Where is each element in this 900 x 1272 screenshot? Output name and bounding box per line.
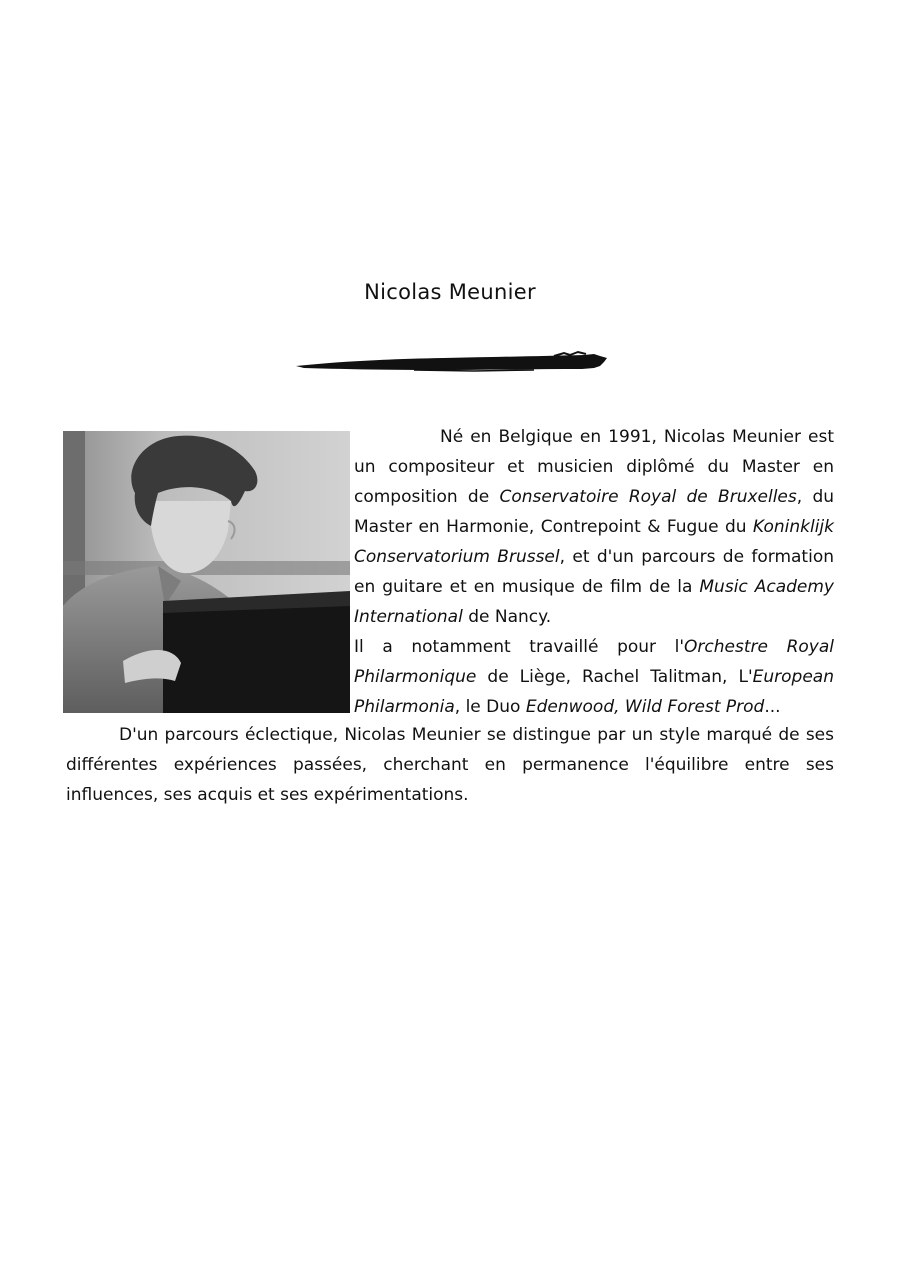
portrait-photo (63, 431, 350, 713)
brush-stroke-divider (294, 350, 610, 380)
bio-paragraph-2: Il a notamment travaillé pour l'Orchestre Royal Philarmonique de Liège, Rachel Talitman, L'European Philarmonia, le Duo Edenwood, Wild Forest Prod... (354, 637, 834, 717)
biography-text (354, 422, 834, 722)
page-title: Nicolas Meunier (364, 280, 536, 304)
bio-paragraph-1: Né en Belgique en 1991, Nicolas Meunier est un compositeur et musicien diplômé du Master en composition de Conservatoire Royal de Bruxelles, du Master en Harmonie, Contrepoint & Fugue du Koninklijk Conservatorium Brussel, et d'un parcours de formation en guitare et en musique de film de la Music Academy International de Nancy. (354, 427, 835, 627)
closing-paragraph: D'un parcours éclectique, Nicolas Meunier se distingue par un style marqué de ses différentes expériences passées, cherchant en permanence l'équilibre entre ses influences, ses acquis et ses expérimentations. (66, 725, 834, 805)
